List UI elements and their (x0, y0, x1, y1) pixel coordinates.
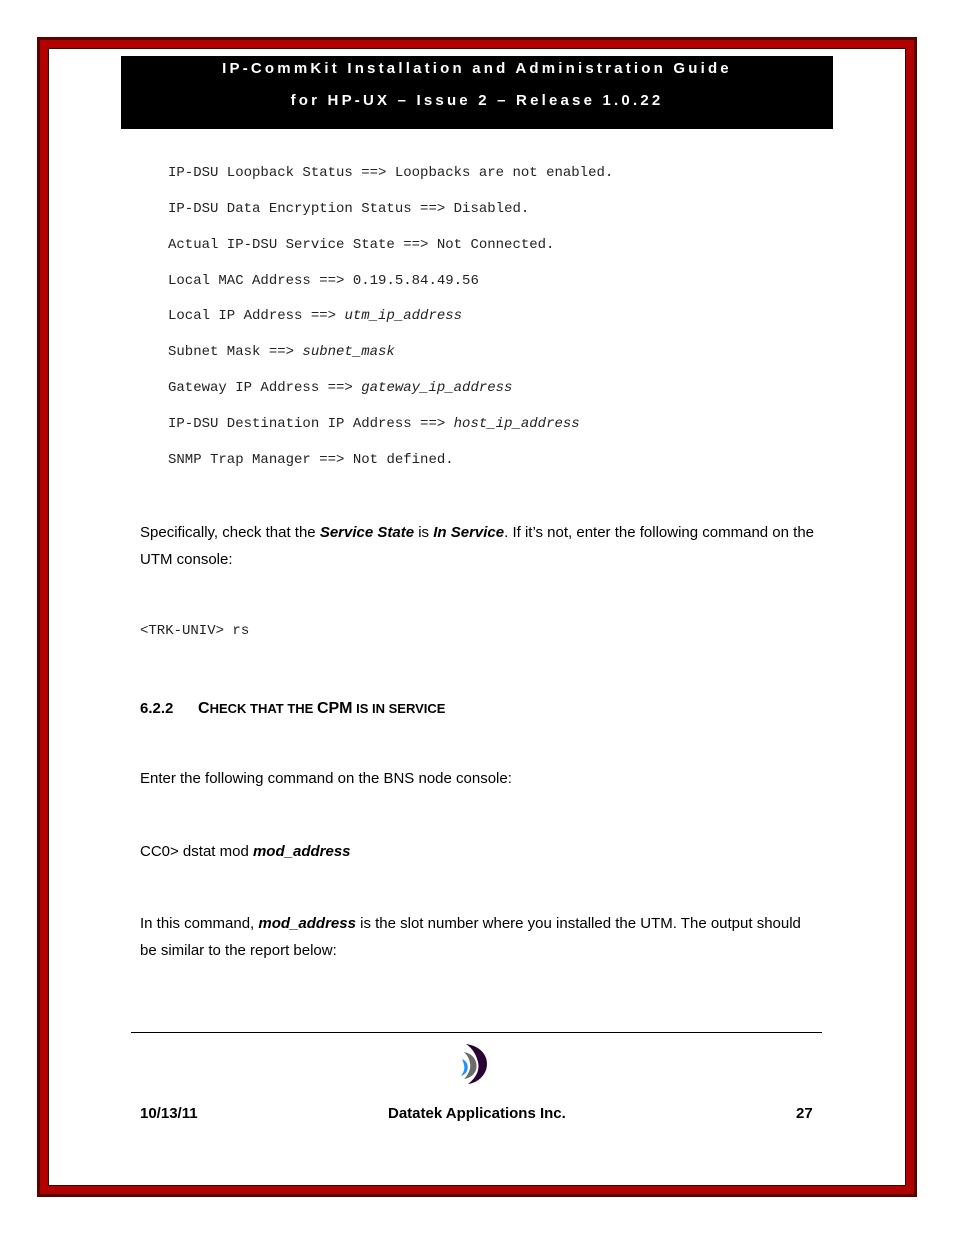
header-title: IP-CommKit Installation and Administration Guide (222, 60, 732, 77)
text-run: In this command, (140, 915, 259, 932)
paragraph-enter-command: Enter the following command on the BNS node console: (140, 770, 512, 787)
status-label: SNMP Trap Manager ==> (168, 452, 353, 468)
page-frame-inner (48, 48, 906, 1186)
command-argument: mod_address (252, 843, 351, 860)
status-label: Local IP Address ==> (168, 308, 345, 324)
command-text: CC0> dstat mod (140, 843, 253, 860)
datatek-logo-icon (452, 1040, 492, 1086)
status-label: IP-DSU Data Encryption Status ==> (168, 201, 454, 217)
status-label: Subnet Mask ==> (168, 344, 303, 360)
heading-text: C (198, 700, 210, 717)
status-label: Gateway IP Address ==> (168, 380, 362, 396)
status-label: Local MAC Address ==> (168, 273, 353, 289)
footer-page-number: 27 (796, 1105, 813, 1122)
status-value: host_ip_address (453, 416, 580, 432)
command-restore: <TRK-UNIV> rs (140, 623, 250, 639)
status-value: Loopbacks are not enabled. (394, 165, 614, 181)
status-label: IP-DSU Loopback Status ==> (168, 165, 395, 181)
status-value: 0.19.5.84.49.56 (352, 273, 479, 289)
status-line (168, 273, 479, 289)
footer-divider (131, 1032, 822, 1033)
term-mod-address: mod_address (258, 915, 356, 932)
status-line (168, 237, 554, 253)
status-value: Not Connected. (436, 237, 555, 253)
text-run: is (414, 524, 434, 541)
status-line (168, 165, 613, 181)
document-header (121, 56, 833, 129)
status-value: subnet_mask (302, 344, 395, 360)
status-value: gateway_ip_address (361, 380, 513, 396)
status-line (168, 201, 529, 217)
status-value: utm_ip_address (344, 308, 463, 324)
heading-text: CPM (316, 700, 353, 717)
footer-date: 10/13/11 (140, 1105, 198, 1122)
status-line (168, 308, 462, 324)
section-number: 6.2.2 (140, 700, 174, 717)
command-dstat (140, 838, 820, 865)
status-line (168, 452, 454, 468)
section-heading (140, 700, 445, 718)
heading-text: HECK THAT THE (209, 701, 317, 716)
text-run: Specifically, check that the (140, 524, 320, 541)
status-label: Actual IP-DSU Service State ==> (168, 237, 437, 253)
term-service-state: Service State (319, 524, 415, 541)
text-run: is the slot number where you installed the UTM. The output should be similar to the report below: (140, 915, 801, 959)
status-value: Disabled. (453, 201, 530, 217)
text-run: . If it’s not, enter the following command on the UTM console: (140, 524, 815, 568)
status-label: IP-DSU Destination IP Address ==> (168, 416, 454, 432)
paragraph-mod-address (140, 910, 820, 964)
status-line (168, 344, 395, 360)
heading-text: IS IN SERVICE (352, 701, 446, 716)
term-in-service: In Service (433, 524, 505, 541)
header-subtitle: for HP-UX – Issue 2 – Release 1.0.22 (290, 92, 664, 109)
footer-company: Datatek Applications Inc. (388, 1105, 566, 1122)
status-value: Not defined. (352, 452, 454, 468)
status-line (168, 416, 580, 432)
status-line (168, 380, 512, 396)
paragraph-service-state (140, 519, 820, 573)
